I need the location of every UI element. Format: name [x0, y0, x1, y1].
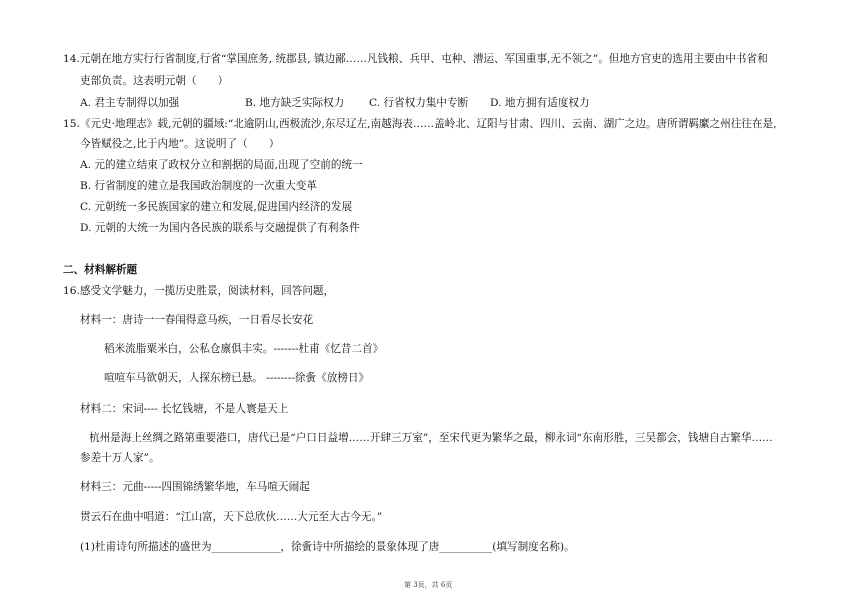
q14-stem-line2: 吏部负责。这表明元朝（ ）	[80, 75, 229, 87]
q14-option-d: D. 地方拥有适度权力	[490, 97, 590, 109]
q16-subquestion-1: (1)杜甫诗句所描述的盛世为_____________，徐夤诗中所描绘的景象体现了唐__________(填写制度名称)。	[80, 541, 575, 553]
q14-stem-line1: 14.元朝在地方实行行省制度,行省“掌国庶务, 统郡县, 镇边鄙……凡钱粮、兵甲、屯种、漕运、军国重事,无不领之”。但地方官吏的选用主要由中书省和	[63, 53, 768, 65]
material-2-title: 材料二：宋词---- 长忆钱塘，不是人寰是天上	[80, 403, 289, 415]
q14-option-a: A. 君主专制得以加强	[80, 97, 180, 109]
q15-stem-line2: 今皆赋役之,比于内地”。这说明了（ ）	[80, 138, 280, 150]
page-number: 第 3页，共 6页	[404, 581, 453, 589]
material-1-line2: 喧喧车马欲朝天，人探东榜已悬。 --------徐夤《放榜日》	[104, 372, 370, 384]
material-1-line1: 稻米流脂粟米白，公私仓廪俱丰实。-------杜甫《忆昔二首》	[104, 343, 384, 355]
q15-stem-line1: 15.《元史·地理志》载,元朝的疆域:“北逾阴山,西极流沙,东尽辽左,南越海表……盖岭北、辽阳与甘肃、四川、云南、湖广之边。唐所谓羁縻之州往往在是,	[63, 118, 777, 130]
q15-option-d: D. 元朝的大统一为国内各民族的联系与交融提供了有利条件	[80, 222, 360, 234]
material-2-line1: 杭州是海上丝绸之路第重要港口，唐代已是“户口日益增……开肆三万室”，至宋代更为繁华之最，柳永词“东南形胜，三吴都会，钱塘自古繁华……	[89, 432, 773, 444]
q16-intro: 16.感受文学魅力，一揽历史胜景，阅读材料，回答问题，	[63, 285, 335, 297]
q15-option-b: B. 行省制度的建立是我国政治制度的一次重大变革	[80, 180, 317, 192]
section-heading: 二、材料解析题	[63, 264, 138, 276]
material-3-line1: 贯云石在曲中唱道：“江山富，天下总欣伙……大元至大古今无。”	[80, 511, 383, 523]
material-2-line2: 参差十万人家”。	[80, 452, 160, 464]
q14-option-c: C. 行省权力集中专断	[369, 97, 469, 109]
material-1-title: 材料一：唐诗一一春闱得意马疾，一日看尽长安花	[80, 314, 314, 326]
q15-option-a: A. 元的建立结束了政权分立和割据的局面,出现了空前的统一	[80, 159, 363, 171]
q15-option-c: C. 元朝统一多民族国家的建立和发展,促进国内经济的发展	[80, 201, 353, 213]
q14-option-b: B. 地方缺乏实际权力	[245, 97, 345, 109]
material-3-title: 材料三：元曲-----四围锦绣繁华地，车马喧天闹起	[80, 481, 310, 493]
